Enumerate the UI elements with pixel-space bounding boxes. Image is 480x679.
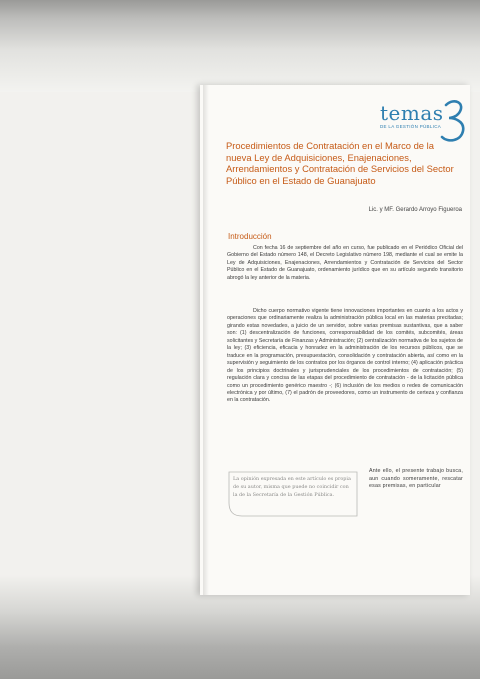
body-paragraph-2: Dicho cuerpo normativo vigente tiene innovaciones importantes en cuanto a los actos y operaciones que ordinariamente realiza la administración pública local en las materias precitadas; girando estas novedades, a juicio de un servidor, sobre varias premisas sustantivas, que a saber son: (1) descentralización de funciones, corresponsabilidad de los comités, subcomités, áreas solicitantes y Secretaría de Finanzas y Administración; (2) centralización normativa de los sujetos de la ley; (3) eficiencia, eficacia y honradez en la administración de los recursos públicos, que se traduce en la programación, presupuestación, consolidación y contratación abierta, así como en la supervisión y seguimiento de los contratos por los órganos de control interno; (4) aplicación práctica de los principios doctrinales y jurisprudenciales de los procedimientos de contratación; (5) regulación clara y concisa de las etapas del procedimiento de contratación - de la licitación pública como un procedimiento genérico maestro -; (6) inclusión de los medios o redes de comunicación electrónica y por último, (7) el padrón de proveedores, como un instrumento de certeza y confianza en la contratación. (227, 308, 463, 404)
sidebar-note (226, 470, 360, 518)
article-title: Procedimientos de Contratación en el Marco de la nueva Ley de Adquisiciones, Enajenaciones, Arrendamientos y Contratación de Servicios del Sector Público en el Estado de Guanajuato (226, 140, 454, 186)
body-paragraph-1: Con fecha 16 de septiembre del año en curso, fue publicado en el Periódico Oficial del Gobierno del Estado número 148, el Decreto Legislativo número 198, mediante el cual se emite la Ley de Adquisiciones, Enajenaciones, Arrendamientos y Contratación de Servicios del Sector Público en el Estado de Guanajuato, ordenamiento jurídico que en su artículo segundo transitorio abrogó la ley anterior de la materia. (227, 245, 463, 281)
magazine-logo (380, 101, 470, 143)
page-fold (203, 85, 209, 595)
logo-wordmark: temas (380, 101, 444, 125)
article-author: Lic. y MF. Gerardo Arroyo Figueroa (368, 207, 462, 213)
sidebar-note-text: La opinión expresada en este artículo es propia de su autor, misma que puede no coincidir con la de la Secretaría de la Gestión Pública. (233, 476, 351, 498)
issue-number-logo (440, 99, 468, 143)
section-heading: Introducción (228, 232, 272, 241)
body-paragraph-3: Ante ello, el presente trabajo busca, aun cuando someramente, rescatar esas premisas, en particular (369, 468, 463, 490)
logo-subtitle: DE LA GESTIÓN PÚBLICA (380, 124, 442, 129)
scan-shadow-top (0, 0, 480, 92)
